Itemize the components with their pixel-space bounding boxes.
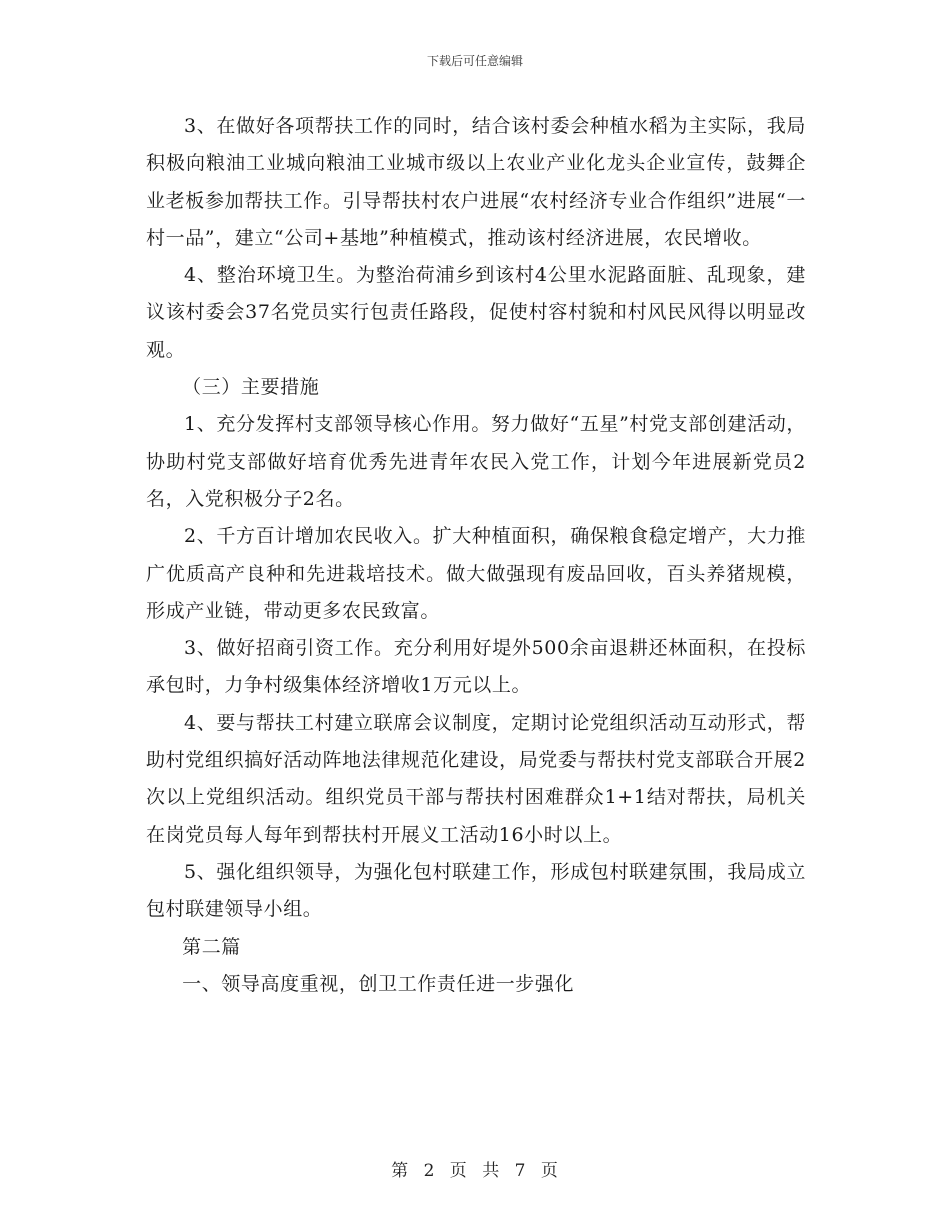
section-heading-main-measures: （三）主要措施	[182, 376, 320, 399]
paragraph-item-3-support: 3、在做好各项帮扶工作的同时，结合该村委会种植水稻为主实际，我局积极向粮油工业城向粮油工业城市级以上农业产业化龙头企业宣传，鼓舞企业老板参加帮扶工作。引导帮扶村农户进展“农村经济专业合作组织”进展“一村一品”，建立“公司+基地”种植模式，推动该村经济进展，农民增收。	[146, 115, 806, 249]
paragraph-measure-3: 3、做好招商引资工作。充分利用好堤外500余亩退耕还林面积，在投标承包时，力争村级集体经济增收1万元以上。	[146, 637, 806, 697]
page-footer	[0, 1156, 950, 1181]
chapter-heading-part-two: 第二篇	[182, 935, 241, 958]
paragraph-measure-4: 4、要与帮扶工村建立联席会议制度，定期讨论党组织活动互动形式，帮助村党组织搞好活动阵地法律规范化建设，局党委与帮扶村党支部联合开展2次以上党组织活动。组织党员干部与帮扶村困难群众1+1结对帮扶，局机关在岗党员每人每年到帮扶村开展义工活动16小时以上。	[146, 711, 806, 846]
header-note: 下载后可任意编辑	[426, 54, 523, 68]
footer-mid2: 共	[482, 1161, 501, 1181]
footer-prefix: 第	[391, 1161, 410, 1181]
footer-suffix: 页	[540, 1161, 559, 1181]
paragraph-measure-1: 1、充分发挥村支部领导核心作用。努力做好“五星”村党支部创建活动，协助村党支部做好培育优秀先进青年农民入党工作，计划今年进展新党员2名，入党积极分子2名。	[146, 413, 806, 510]
paragraph-measure-5: 5、强化组织领导，为强化包村联建工作，形成包村联建氛围，我局成立包村联建领导小组。	[146, 860, 806, 921]
footer-total-pages: 7	[514, 1161, 527, 1181]
footer-mid1: 页	[449, 1161, 468, 1181]
section-heading-leadership: 一、领导高度重视，创卫工作责任进一步强化	[182, 972, 575, 995]
paragraph-measure-2: 2、千方百计增加农民收入。扩大种植面积，确保粮食稳定增产，大力推广优质高产良种和先进栽培技术。做大做强现有废品回收，百头养猪规模，形成产业链，带动更多农民致富。	[146, 525, 806, 622]
document-body	[146, 108, 806, 1003]
paragraph-item-4-sanitation: 4、整治环境卫生。为整治荷浦乡到该村4公里水泥路面脏、乱现象，建议该村委会37名党员实行包责任路段，促使村容村貌和村风民风得以明显改观。	[146, 264, 806, 361]
footer-current-page: 2	[423, 1161, 436, 1181]
